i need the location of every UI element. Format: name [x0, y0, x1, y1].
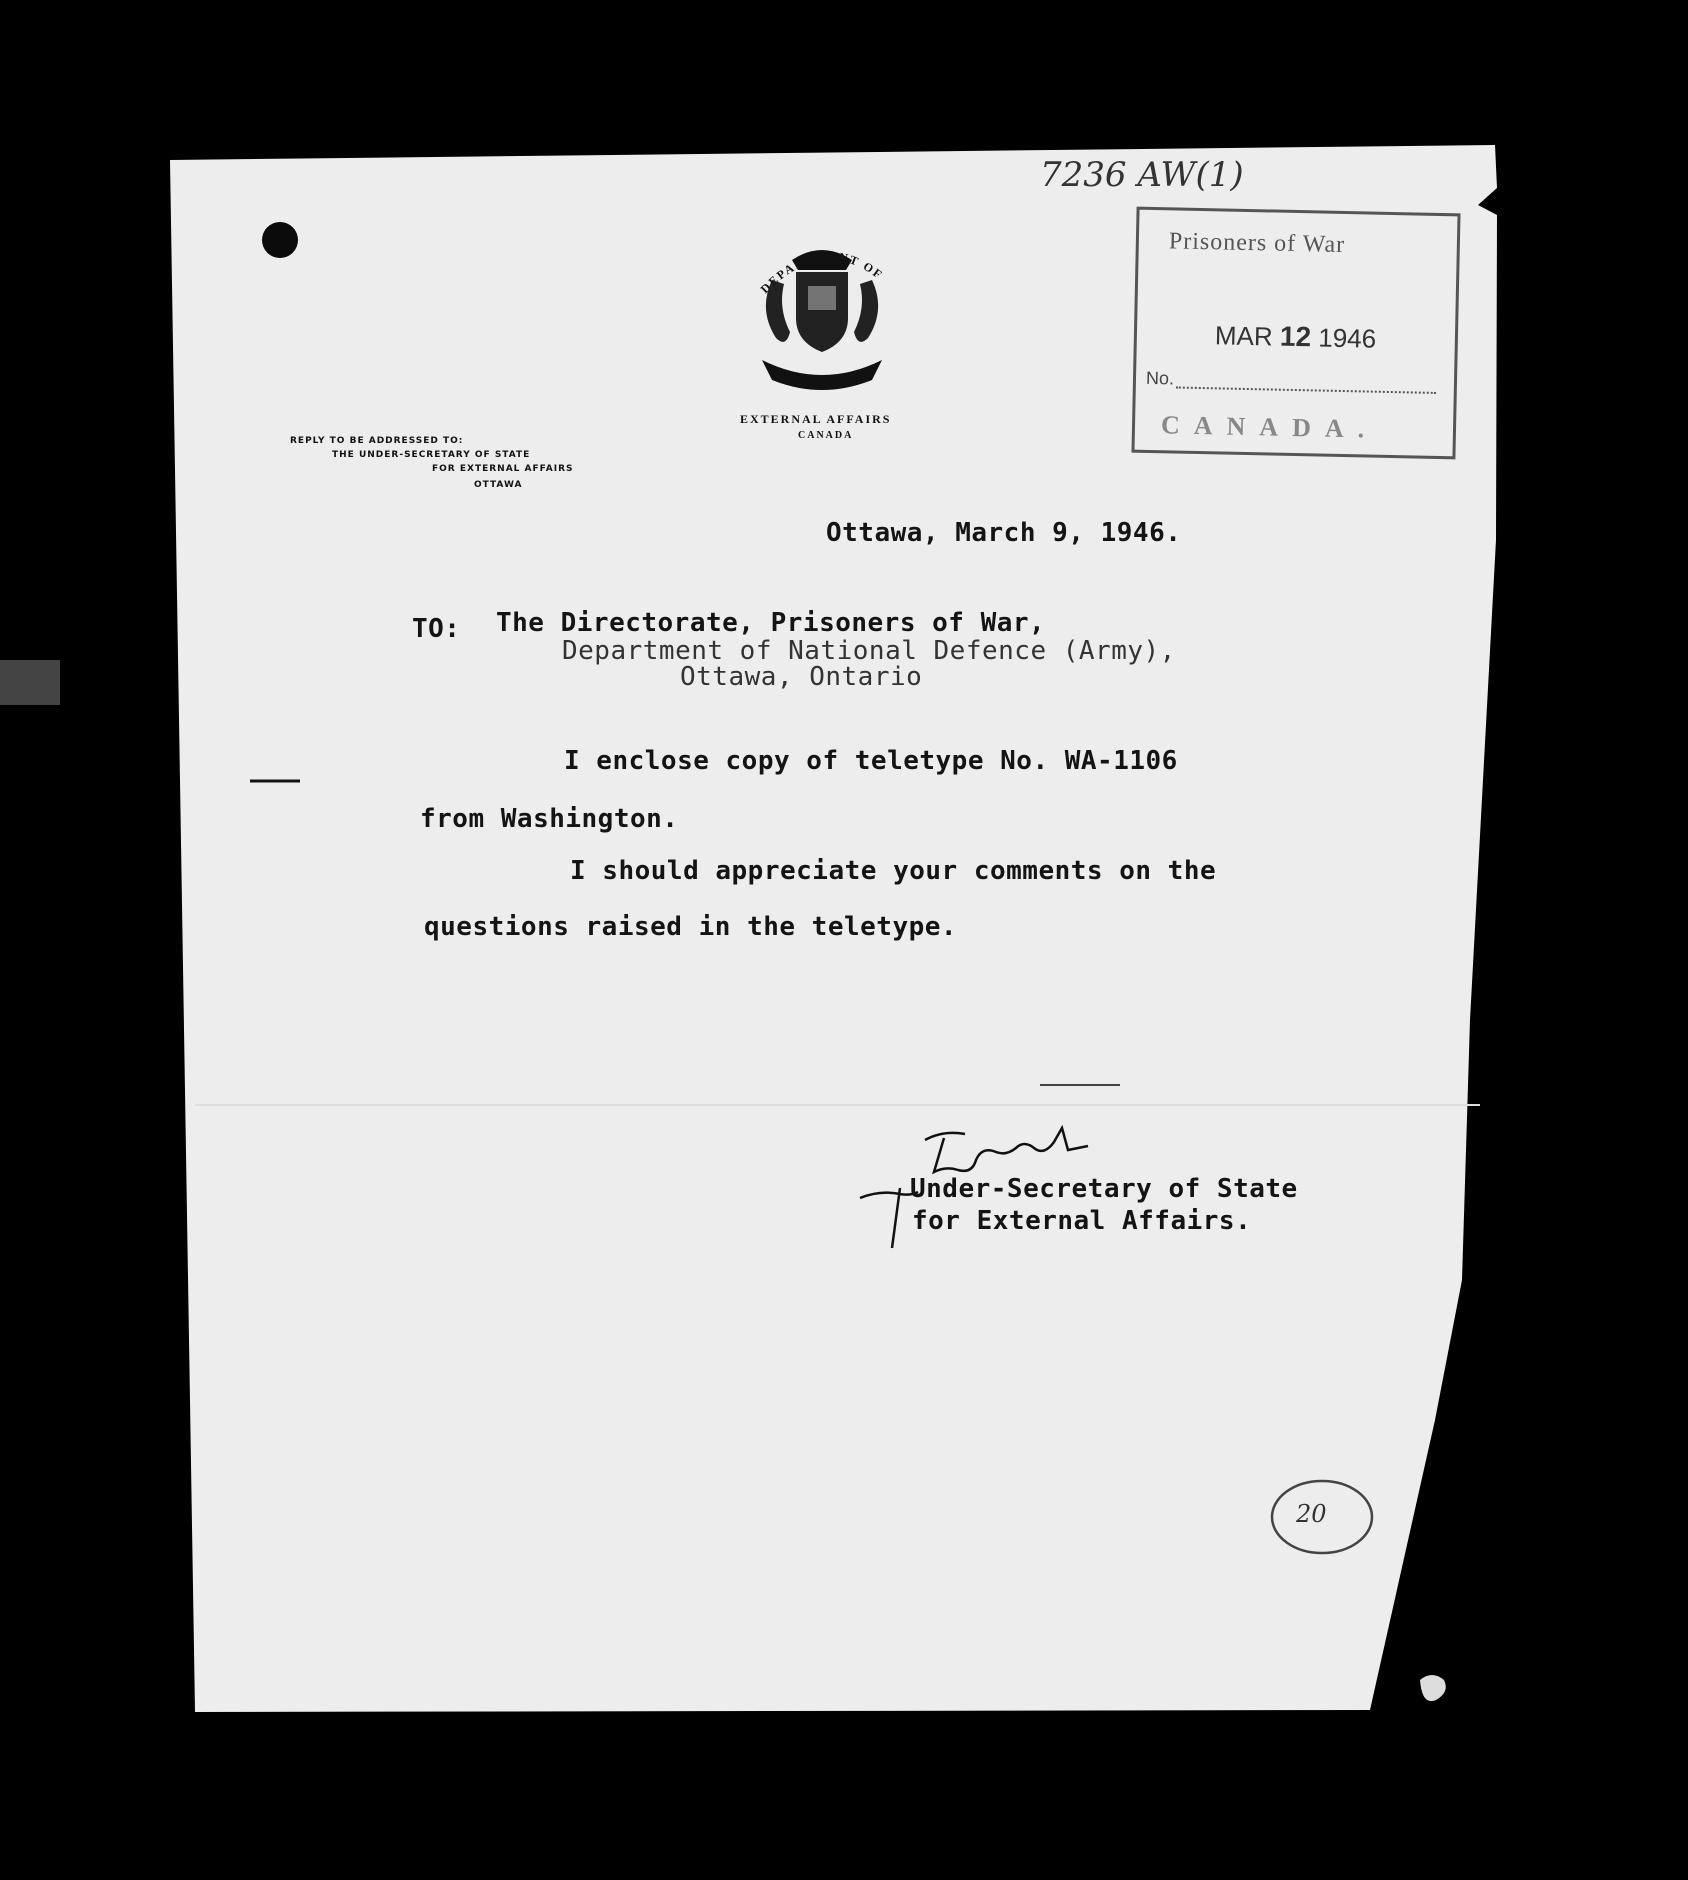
stamp-date	[1215, 319, 1377, 354]
to-label: TO:	[412, 614, 461, 644]
page-number: 20	[1296, 1500, 1327, 1528]
stamp-title: Prisoners of War	[1168, 228, 1346, 259]
punch-hole	[262, 222, 298, 258]
recipient-line-2: Department of National Defence (Army),	[562, 636, 1176, 666]
crest-arc-label	[740, 230, 920, 310]
signature-title-line-2: for External Affairs.	[912, 1206, 1252, 1236]
stamp-year: 1946	[1318, 322, 1377, 354]
stamp-country: CANADA.	[1160, 410, 1379, 444]
letterhead-country: CANADA	[798, 430, 854, 441]
letter-date: Ottawa, March 9, 1946.	[826, 518, 1182, 548]
recipient-line-1: The Directorate, Prisoners of War,	[496, 608, 1046, 638]
scan-artifact-2	[1420, 1675, 1446, 1701]
signature-title-line-1: Under-Secretary of State	[910, 1174, 1298, 1204]
paragraph-1-line-2: from Washington.	[420, 804, 679, 834]
recipient-line-3: Ottawa, Ontario	[680, 662, 923, 692]
stamp-number-label: No.	[1145, 367, 1175, 389]
stamp-number-line	[1176, 386, 1436, 393]
handwritten-file-reference: 7236 AW(1)	[1040, 155, 1244, 195]
reply-address-line-1: REPLY TO BE ADDRESSED TO:	[290, 436, 464, 446]
paragraph-2-line-2: questions raised in the teletype.	[424, 912, 958, 942]
svg-text:DEPARTMENT OF: DEPARTMENT OF	[757, 248, 887, 297]
reply-address-line-2: THE UNDER-SECRETARY OF STATE	[332, 450, 531, 460]
received-stamp	[1131, 207, 1460, 460]
stamp-month: MAR	[1214, 320, 1274, 352]
letterhead-department: EXTERNAL AFFAIRS	[740, 412, 892, 426]
paragraph-2-line-1: I should appreciate your comments on the	[570, 856, 1217, 886]
paragraph-1-line-1: I enclose copy of teletype No. WA-1106	[564, 746, 1178, 776]
reply-address-line-4: OTTAWA	[474, 480, 523, 490]
reply-address-line-3: FOR EXTERNAL AFFAIRS	[432, 464, 574, 474]
scan-artifact	[0, 660, 60, 705]
stamp-day: 12	[1279, 320, 1312, 353]
